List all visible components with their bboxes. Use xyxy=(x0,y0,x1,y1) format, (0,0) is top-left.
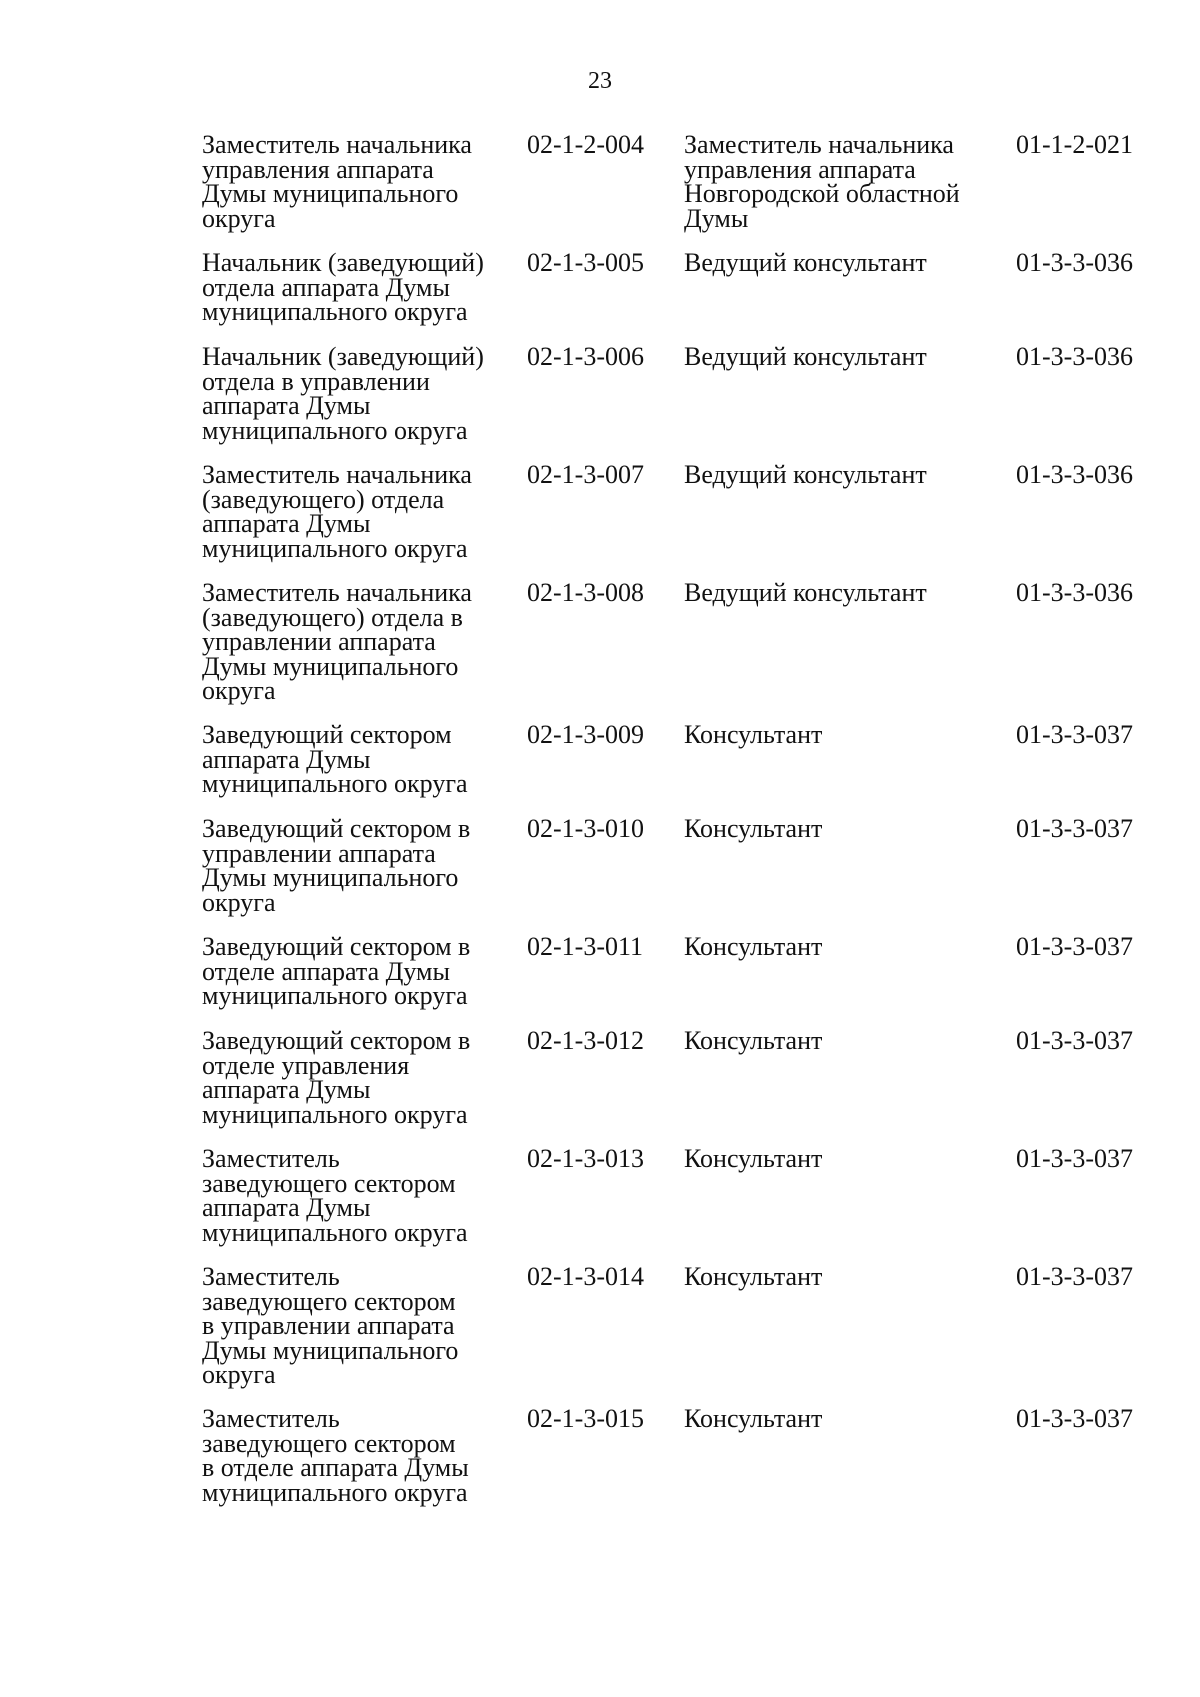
table-row xyxy=(202,248,1162,345)
position-code: 02-1-3-010 xyxy=(527,814,644,843)
position-title: Заместитель заведующего сектором аппарата Думы муниципального округа xyxy=(202,1144,468,1247)
table-row xyxy=(202,720,1162,817)
equivalent-position-code: 01-1-2-021 xyxy=(1016,130,1133,159)
position-title: Начальник (заведующий) отдела аппарата Думы муниципального округа xyxy=(202,248,484,326)
position-title: Начальник (заведующий) отдела в управлении аппарата Думы муниципального округа xyxy=(202,342,484,445)
equivalent-position-code: 01-3-3-037 xyxy=(1016,932,1133,961)
position-title: Заведующий сектором в отделе управления аппарата Думы муниципального округа xyxy=(202,1026,471,1129)
equivalent-position-title: Ведущий консультант xyxy=(684,248,927,277)
position-title: Заместитель начальника управления аппарата Думы муниципального округа xyxy=(202,130,472,233)
equivalent-position-title: Консультант xyxy=(684,1144,823,1173)
equivalent-position-code: 01-3-3-037 xyxy=(1016,1262,1133,1291)
position-code: 02-1-3-015 xyxy=(527,1404,644,1433)
equivalent-position-code: 01-3-3-037 xyxy=(1016,1026,1133,1055)
position-title: Заведующий сектором в управлении аппарата Думы муниципального округа xyxy=(202,814,471,917)
table-row xyxy=(202,932,1162,1029)
table-row xyxy=(202,1404,1162,1525)
equivalent-position-title: Консультант xyxy=(684,1026,823,1055)
equivalent-position-title: Консультант xyxy=(684,1404,823,1433)
table-row xyxy=(202,578,1162,723)
position-code: 02-1-3-014 xyxy=(527,1262,644,1291)
position-code: 02-1-3-008 xyxy=(527,578,644,607)
equivalent-position-title: Ведущий консультант xyxy=(684,460,927,489)
equivalent-position-title: Ведущий консультант xyxy=(684,578,927,607)
table-row xyxy=(202,1262,1162,1407)
equivalent-position-title: Консультант xyxy=(684,814,823,843)
position-code: 02-1-3-007 xyxy=(527,460,644,489)
equivalent-position-title: Заместитель начальника управления аппарата Новгородской областной Думы xyxy=(684,130,960,233)
position-title: Заместитель заведующего сектором в отделе аппарата Думы муниципального округа xyxy=(202,1404,469,1507)
equivalent-position-code: 01-3-3-037 xyxy=(1016,814,1133,843)
equivalent-position-code: 01-3-3-036 xyxy=(1016,248,1133,277)
position-title: Заместитель начальника (заведующего) отдела аппарата Думы муниципального округа xyxy=(202,460,472,563)
table-row xyxy=(202,1026,1162,1147)
table-row xyxy=(202,460,1162,581)
equivalent-position-title: Консультант xyxy=(684,1262,823,1291)
position-code: 02-1-2-004 xyxy=(527,130,644,159)
equivalent-position-code: 01-3-3-037 xyxy=(1016,1144,1133,1173)
equivalent-position-code: 01-3-3-036 xyxy=(1016,460,1133,489)
position-code: 02-1-3-013 xyxy=(527,1144,644,1173)
position-code: 02-1-3-011 xyxy=(527,932,644,961)
positions-table xyxy=(202,130,1162,1525)
equivalent-position-code: 01-3-3-037 xyxy=(1016,1404,1133,1433)
position-code: 02-1-3-006 xyxy=(527,342,644,371)
table-row xyxy=(202,1144,1162,1265)
position-title: Заведующий сектором в отделе аппарата Думы муниципального округа xyxy=(202,932,471,1010)
equivalent-position-code: 01-3-3-037 xyxy=(1016,720,1133,749)
equivalent-position-title: Консультант xyxy=(684,720,823,749)
equivalent-position-code: 01-3-3-036 xyxy=(1016,578,1133,607)
position-title: Заместитель начальника (заведующего) отдела в управлении аппарата Думы муниципального округа xyxy=(202,578,472,705)
position-title: Заместитель заведующего сектором в управлении аппарата Думы муниципального округа xyxy=(202,1262,459,1389)
table-row xyxy=(202,342,1162,463)
table-row xyxy=(202,130,1162,251)
position-code: 02-1-3-012 xyxy=(527,1026,644,1055)
table-row xyxy=(202,814,1162,935)
equivalent-position-code: 01-3-3-036 xyxy=(1016,342,1133,371)
position-code: 02-1-3-009 xyxy=(527,720,644,749)
position-title: Заведующий сектором аппарата Думы муниципального округа xyxy=(202,720,468,798)
equivalent-position-title: Ведущий консультант xyxy=(684,342,927,371)
position-code: 02-1-3-005 xyxy=(527,248,644,277)
page-number: 23 xyxy=(588,68,612,94)
equivalent-position-title: Консультант xyxy=(684,932,823,961)
